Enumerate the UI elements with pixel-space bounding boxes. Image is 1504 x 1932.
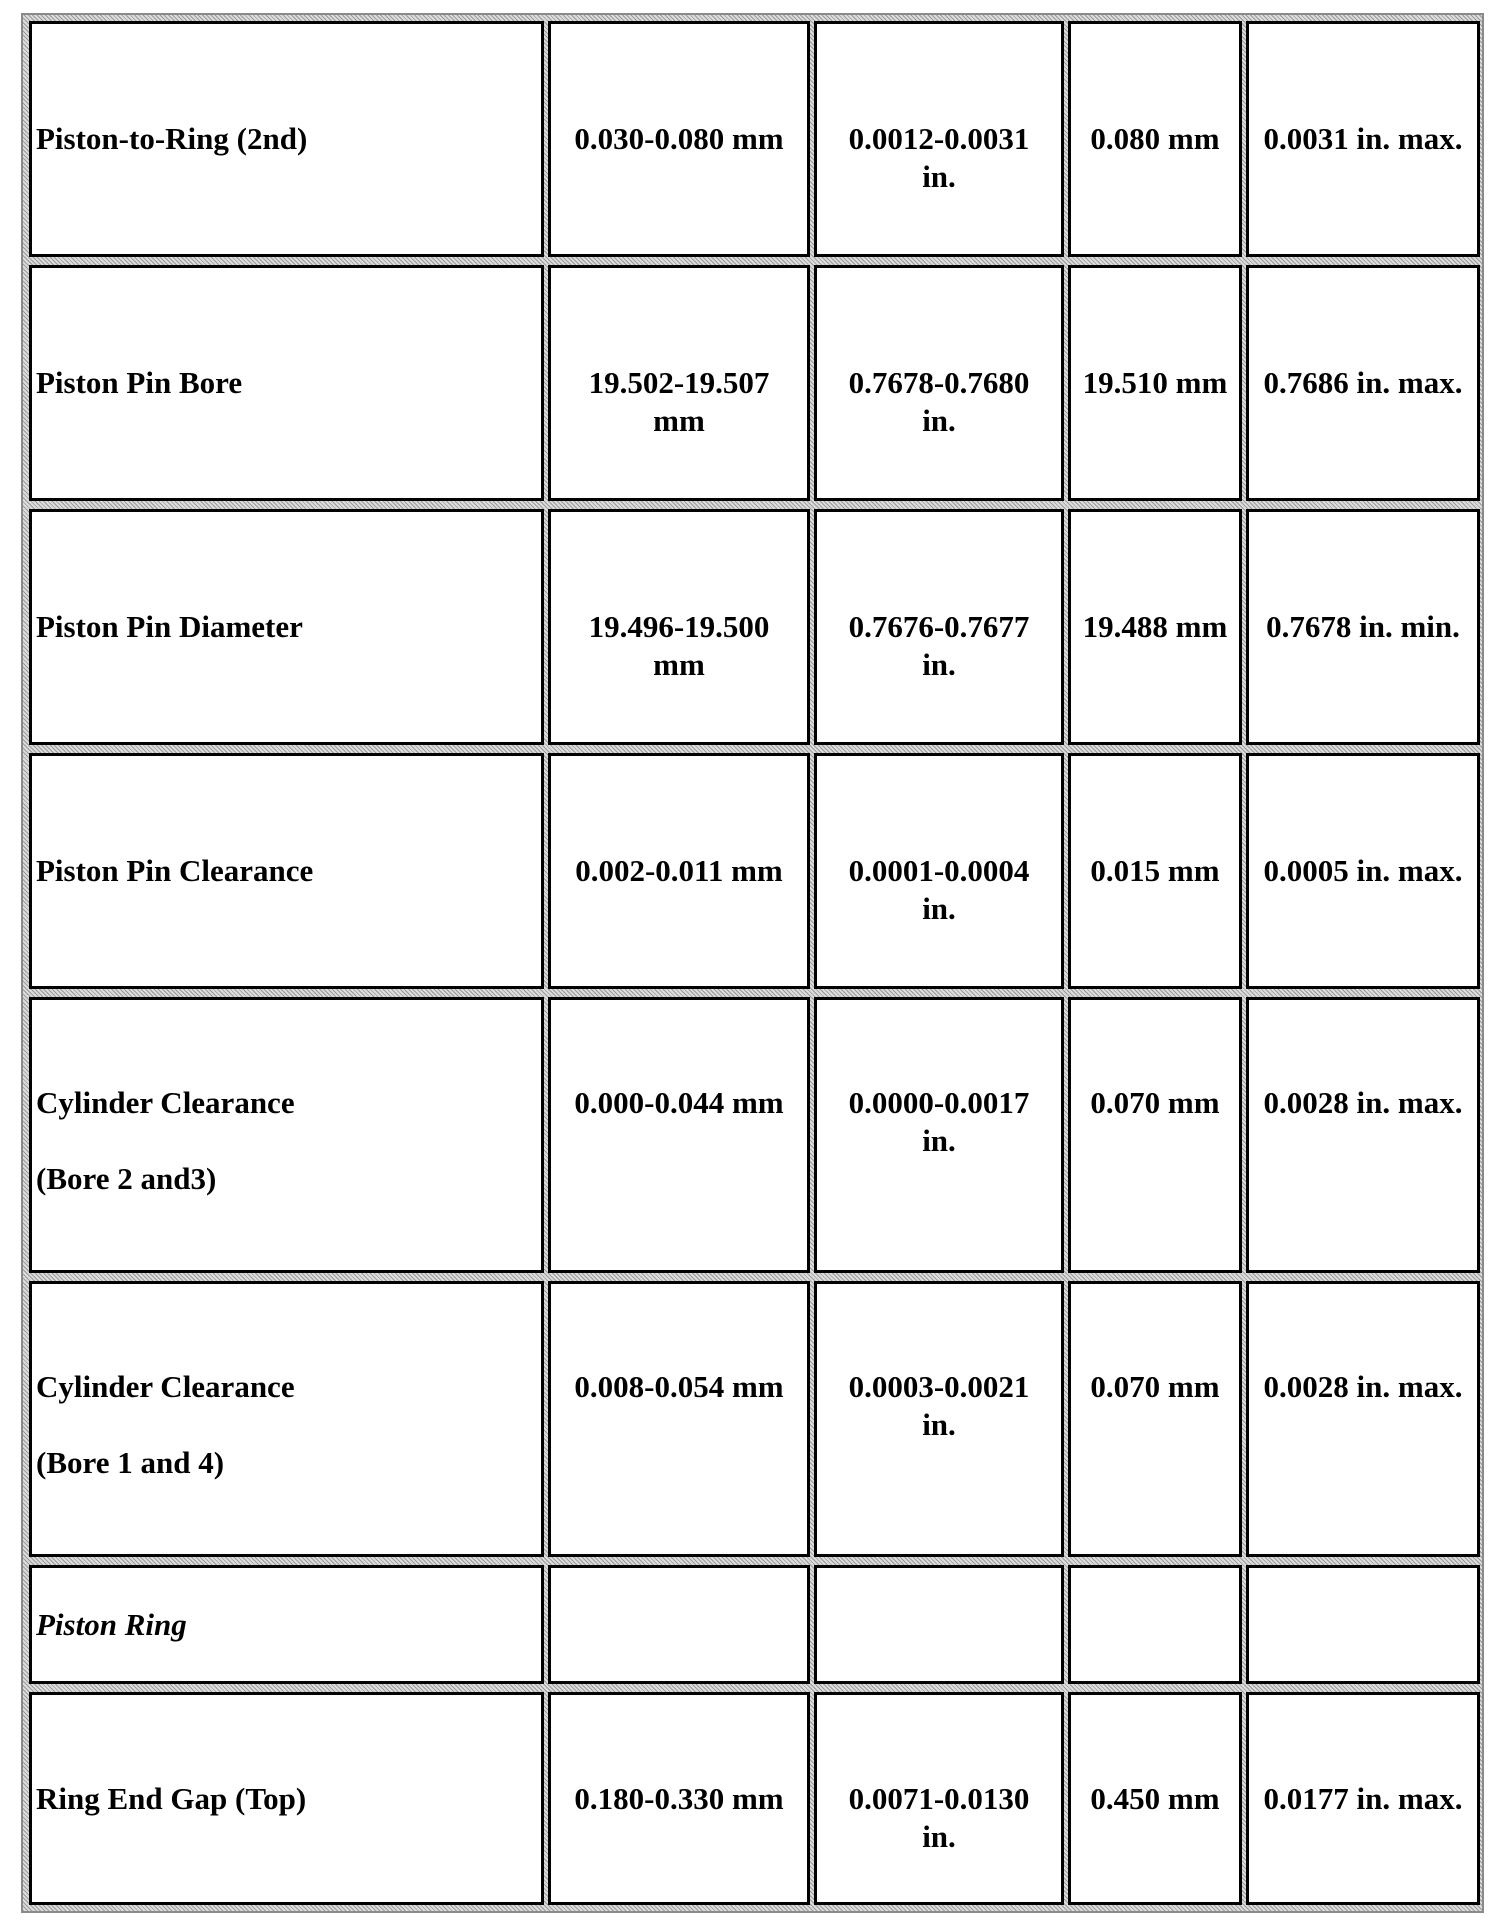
table-cell-limit-in: 0.7686 in. max. xyxy=(1246,265,1480,501)
table-cell-limit-in: 0.0031 in. max. xyxy=(1246,21,1480,257)
table-cell-param: Piston-to-Ring (2nd) xyxy=(29,21,544,257)
table-cell-empty xyxy=(1068,1565,1242,1684)
table-cell-empty xyxy=(814,1565,1064,1684)
table-cell-limit-mm: 0.070 mm xyxy=(1068,997,1242,1273)
table-cell-spec-mm: 0.030-0.080 mm xyxy=(548,21,810,257)
table-cell-param: Piston Pin Bore xyxy=(29,265,544,501)
table-cell-limit-in: 0.7678 in. min. xyxy=(1246,509,1480,745)
table-cell-spec-in: 0.0001-0.0004 in. xyxy=(814,753,1064,989)
table-cell-limit-in: 0.0028 in. max. xyxy=(1246,1281,1480,1557)
table-cell-empty xyxy=(1246,1565,1480,1684)
table-cell-limit-mm: 19.488 mm xyxy=(1068,509,1242,745)
table-cell-spec-mm: 0.000-0.044 mm xyxy=(548,997,810,1273)
table-cell-limit-in: 0.0005 in. max. xyxy=(1246,753,1480,989)
table-cell-spec-in: 0.0071-0.0130 in. xyxy=(814,1692,1064,1905)
table-cell-spec-mm: 0.008-0.054 mm xyxy=(548,1281,810,1557)
table-cell-spec-mm: 19.502-19.507 mm xyxy=(548,265,810,501)
section-heading-piston-ring: Piston Ring xyxy=(29,1565,544,1684)
table-cell-spec-in: 0.0012-0.0031 in. xyxy=(814,21,1064,257)
table-cell-spec-mm: 19.496-19.500 mm xyxy=(548,509,810,745)
table-cell-limit-mm: 19.510 mm xyxy=(1068,265,1242,501)
table-cell-spec-in: 0.7678-0.7680 in. xyxy=(814,265,1064,501)
table-cell-spec-mm: 0.002-0.011 mm xyxy=(548,753,810,989)
table-cell-empty xyxy=(548,1565,810,1684)
table-cell-spec-in: 0.0003-0.0021 in. xyxy=(814,1281,1064,1557)
table-cell-limit-in: 0.0028 in. max. xyxy=(1246,997,1480,1273)
table-cell-spec-in: 0.7676-0.7677 in. xyxy=(814,509,1064,745)
table-cell-param: Cylinder Clearance (Bore 1 and 4) xyxy=(29,1281,544,1557)
table-cell-param: Ring End Gap (Top) xyxy=(29,1692,544,1905)
table-cell-limit-mm: 0.080 mm xyxy=(1068,21,1242,257)
table-cell-limit-mm: 0.450 mm xyxy=(1068,1692,1242,1905)
table-cell-limit-in: 0.0177 in. max. xyxy=(1246,1692,1480,1905)
table-cell-spec-mm: 0.180-0.330 mm xyxy=(548,1692,810,1905)
table-cell-param: Piston Pin Clearance xyxy=(29,753,544,989)
table-cell-limit-mm: 0.070 mm xyxy=(1068,1281,1242,1557)
table-cell-limit-mm: 0.015 mm xyxy=(1068,753,1242,989)
table-cell-param: Piston Pin Diameter xyxy=(29,509,544,745)
spec-table xyxy=(21,13,1484,1913)
table-cell-param: Cylinder Clearance (Bore 2 and3) xyxy=(29,997,544,1273)
table-cell-spec-in: 0.0000-0.0017 in. xyxy=(814,997,1064,1273)
